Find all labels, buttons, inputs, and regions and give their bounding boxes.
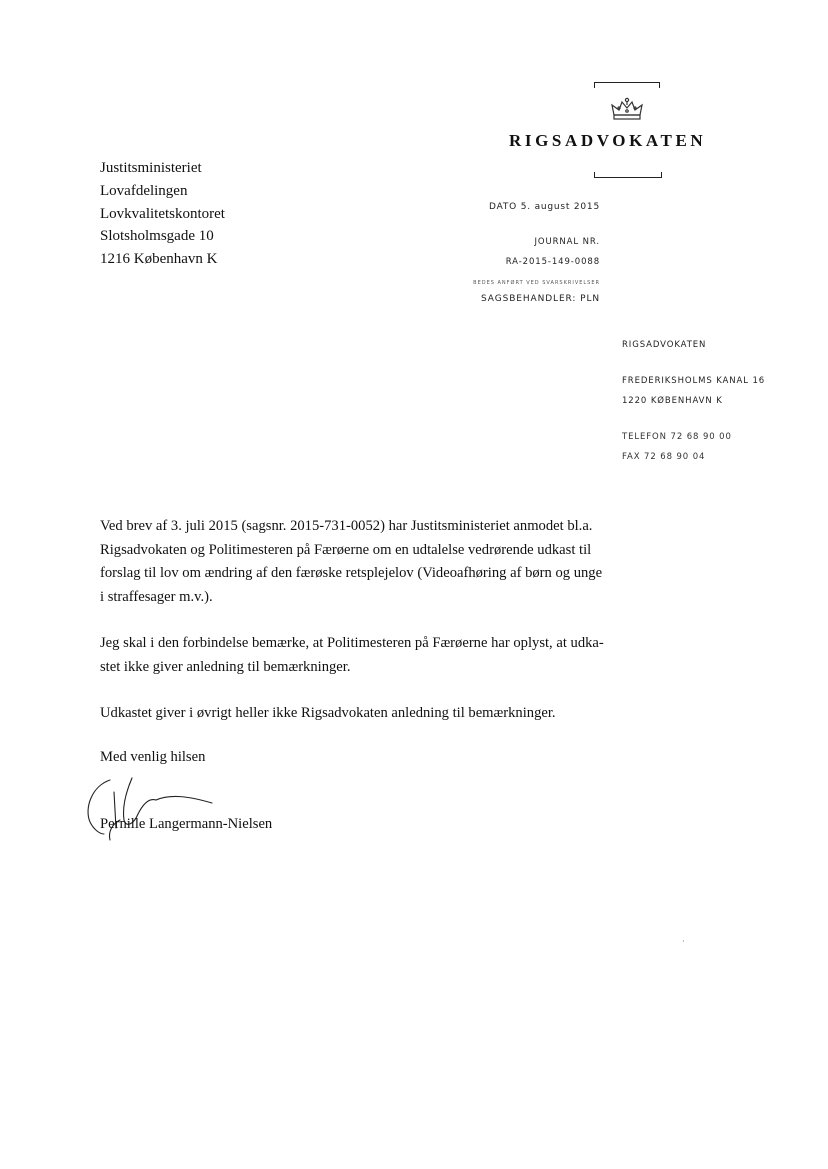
sender-city: 1220 KØBENHAVN K bbox=[622, 396, 723, 406]
recipient-line: Lovkvalitetskontoret bbox=[100, 205, 225, 222]
body-line: stet ikke giver anledning til bemærkninger. bbox=[100, 658, 351, 675]
sender-phone: TELEFON 72 68 90 00 bbox=[622, 432, 732, 442]
caseworker: SAGSBEHANDLER: PLN bbox=[481, 294, 600, 304]
signer-name: Pernille Langermann-Nielsen bbox=[100, 816, 273, 832]
letterhead-frame-bottom bbox=[594, 172, 662, 178]
body-line: i straffesager m.v.). bbox=[100, 588, 213, 605]
reference-note: BEDES ANFØRT VED SVARSKRIVELSER bbox=[473, 280, 600, 286]
recipient-line: Justitsministeriet bbox=[100, 160, 202, 176]
recipient-line: Lovafdelingen bbox=[100, 182, 188, 199]
recipient-address bbox=[100, 157, 225, 271]
body-line: Rigsadvokaten og Politimesteren på Færøerne om en udtalelse vedrørende udkast til bbox=[100, 541, 592, 558]
body-paragraph-3: Udkastet giver i øvrigt heller ikke Rigsadvokaten anledning til bemærkninger. bbox=[100, 705, 556, 721]
letter-date: DATO 5. august 2015 bbox=[489, 202, 600, 212]
journal-label: JOURNAL NR. bbox=[534, 237, 600, 247]
sender-street: FREDERIKSHOLMS KANAL 16 bbox=[622, 376, 766, 386]
scan-speck bbox=[683, 940, 684, 942]
letterhead-frame-top bbox=[594, 82, 660, 88]
closing: Med venlig hilsen bbox=[100, 749, 206, 765]
recipient-line: Slotsholmsgade 10 bbox=[100, 228, 214, 245]
recipient-line: 1216 København K bbox=[100, 251, 218, 268]
body-paragraph-2 bbox=[100, 632, 610, 679]
body-line: Ved brev af 3. juli 2015 (sagsnr. 2015-731-0052) har Justitsministeriet anmodet bl.a. bbox=[100, 518, 593, 534]
body-line: Jeg skal i den forbindelse bemærke, at Politimesteren på Færøerne har oplyst, at udka- bbox=[100, 635, 604, 651]
body-paragraph-1 bbox=[100, 515, 610, 609]
body-line: forslag til lov om ændring af den færøske retsplejelov (Videoafhøring af børn og unge bbox=[100, 565, 603, 582]
sender-fax: FAX 72 68 90 04 bbox=[622, 452, 706, 462]
letterhead-brand: RIGSADVOKATEN bbox=[509, 131, 707, 150]
journal-number: RA-2015-149-0088 bbox=[505, 257, 600, 267]
sender-name: RIGSADVOKATEN bbox=[622, 340, 707, 350]
crown-icon bbox=[609, 97, 645, 123]
